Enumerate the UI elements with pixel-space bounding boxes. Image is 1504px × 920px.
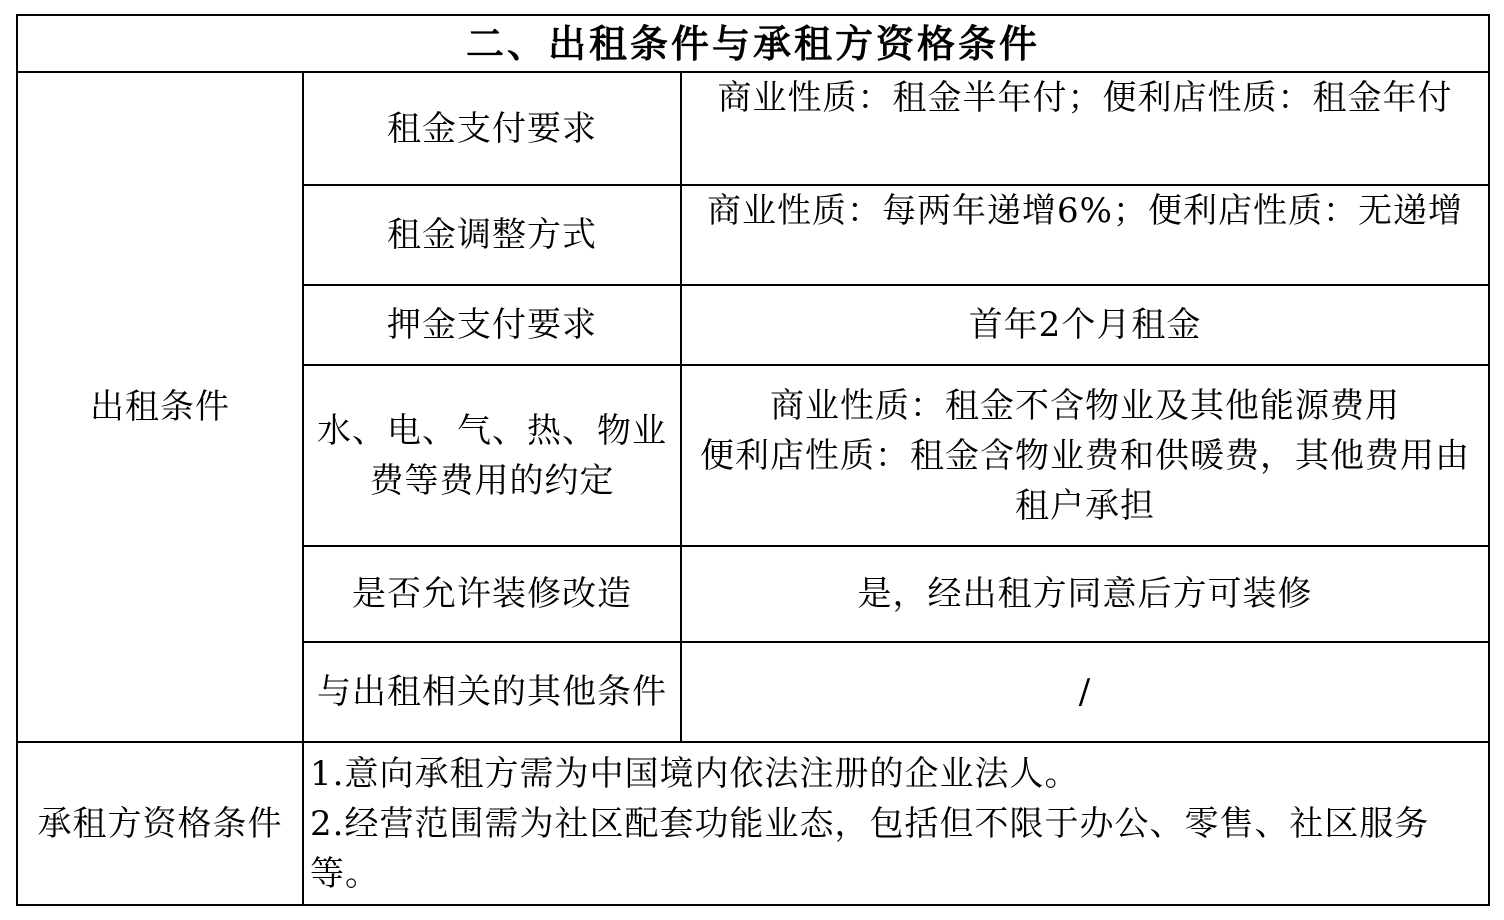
condition-item: 与出租相关的其他条件: [303, 642, 681, 742]
condition-value: 首年2个月租金: [681, 285, 1489, 365]
condition-value-line: 商业性质：租金不含物业及其他能源费用: [770, 385, 1400, 426]
condition-value: 商业性质：每两年递增6%；便利店性质：无递增: [681, 185, 1489, 285]
condition-value: 是，经出租方同意后方可装修: [681, 546, 1489, 642]
tenant-qualification-content: [303, 742, 1489, 905]
qualification-line: 2.经营范围需为社区配套功能业态，包括但不限于办公、零售、社区服务等。: [310, 803, 1430, 894]
section-title: 二、出租条件与承租方资格条件: [17, 15, 1489, 72]
condition-value: 商业性质：租金半年付；便利店性质：租金年付: [681, 72, 1489, 185]
condition-value-line: 便利店性质：租金含物业费和供暖费，其他费用由租户承担: [700, 435, 1470, 526]
condition-item: 是否允许装修改造: [303, 546, 681, 642]
condition-item: 押金支付要求: [303, 285, 681, 365]
rental-conditions-label: 出租条件: [17, 72, 303, 742]
condition-item: 水、电、气、热、物业费等费用的约定: [303, 365, 681, 546]
tenant-qualification-label: 承租方资格条件: [17, 742, 303, 905]
condition-value: /: [681, 642, 1489, 742]
condition-item: 租金支付要求: [303, 72, 681, 185]
lease-conditions-table: [16, 14, 1490, 906]
condition-value-multiline: [681, 365, 1489, 546]
qualification-line: 1.意向承租方需为中国境内依法注册的企业法人。: [310, 753, 1080, 794]
condition-item: 租金调整方式: [303, 185, 681, 285]
